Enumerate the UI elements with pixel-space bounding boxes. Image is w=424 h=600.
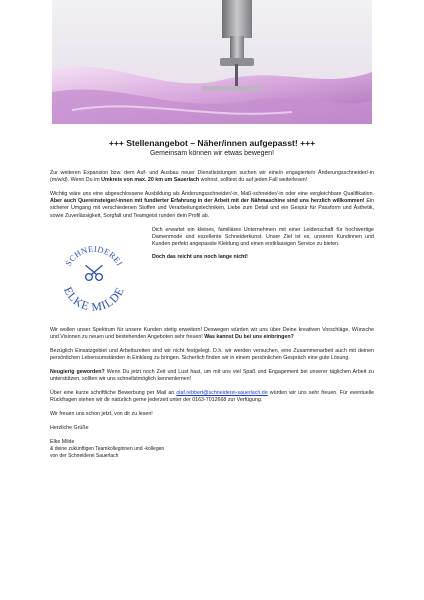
creativity-text-a: Wir wollen unser Spektrum für unsere Kunden stetig erweitern! Deswegen würden wir uns über Deine kreativen Vorschläge, Wünsche und Visionen zu neuen und bestehenden Angeboten sehr freuen! [50, 326, 374, 340]
creativity-question: Was kannst Du bei uns einbringen? [204, 333, 294, 340]
intro-text-c: wohnst, solltest du auf jeden Fall weiterlesen! [199, 177, 308, 184]
header-image [52, 0, 372, 124]
application-text-b: würden wir uns sehr freuen. Für eventuelle Rückfragen stehen wir dir natürlich gerne jederzeit unter der 0163-7012668 zur Verfügung. [50, 389, 374, 404]
signature-line3: von der Schneiderei Sauerlach [50, 452, 119, 459]
intro-text-a: Zur weiteren Expansion bzw. dem Auf- und Ausbau neuer Dienstleistungen suchen wir eine/n engagierte/n Änderungsschneider/-in (m/w/d). Wenn Du im [50, 170, 374, 184]
offer-bold: Doch das reicht uns noch lange nicht! [152, 254, 248, 260]
signature-block [50, 439, 374, 459]
offer-section [50, 227, 374, 319]
curious-paragraph [50, 369, 374, 383]
svg-text:SCHNEIDEREI: SCHNEIDEREI [63, 244, 125, 268]
email-link[interactable]: olaf.rebbert@schneiderei-sauerlach.de [176, 389, 268, 396]
greeting: Herzliche Grüße [50, 424, 89, 431]
svg-text:ELKE MILDE: ELKE MILDE [60, 284, 128, 314]
company-stamp-logo [52, 235, 136, 319]
application-paragraph [50, 390, 374, 404]
signature-line2: & deine zukünftigen Teamkolleginnen und -kollegen [50, 446, 165, 453]
subheadline: Gemeinsam können wir etwas bewegen! [149, 150, 275, 157]
application-text-a: Über eine kurze schriftliche Bewerbung per Mail an [50, 389, 177, 396]
flexibility-paragraph: Bezüglich Einsatzgebiet und Arbeitszeiten sind wir nicht festgelegt. D.h. wir werden versuchen, eine Zusammenarbeit auch mit deinen persönlichen Lebensumständen in Einklang zu bringen. Sicherlich finden wir in einem persönlichen Gespräch eine gute Lösung. [50, 347, 374, 361]
requirements-text-c: Ein sicherer Umgang mit verschiedenen Stoffen und Verarbeitungstechniken, Liebe zum Detail und ein Gespür für Passform und Ästhetik, sowie Zuverlässigkeit, Sorgfalt und Teamgeist runden dein Profil ab. [50, 198, 374, 219]
offer-paragraph: Dich erwartet ein kleines, familiäres Unternehmen mit einer Leidenschaft für hochwertige Damenmode und exzellente Schneiderkunst. Unser Ziel ist es, unseren Kundinnen und Kunden perfekt angepasste Kleidung und einen erstklassigen Service zu bieten. [152, 226, 374, 247]
headline: +++ Stellenangebot – Näher/innen aufgepasst! +++ [108, 138, 316, 148]
curious-bold: Neugierig geworden? [50, 368, 105, 375]
requirements-bold: Aber auch Quereinsteiger/-innen mit fundierter Erfahrung in der Arbeit mit der Nähmaschine sind uns herzlich willkommen! [50, 198, 365, 205]
signature-name: Elke Milde [50, 438, 75, 445]
closing-line: Wir freuen uns schon jetzt, von dir zu lesen! [50, 410, 153, 417]
job-ad [50, 138, 374, 459]
requirements-text-a: Wichtig wäre uns eine abgeschlossene Ausbildung als Änderungsschneider/-in, Maß-schneider/-in oder eine vergleichbare Qualifikation. [50, 191, 374, 198]
intro-location: Umkreis von max. 20 km um Sauerlach [101, 177, 200, 184]
intro-paragraph [50, 170, 374, 184]
requirements-paragraph [50, 191, 374, 220]
curious-text: Wenn Du jetzt noch Zeit und Lust hast, um mit uns viel Spaß und Engagement bei unserer täglichen Arbeit zu unterstützen, sollten wir uns schnellstmöglich kennenlernen! [50, 368, 375, 382]
creativity-paragraph [50, 327, 374, 341]
